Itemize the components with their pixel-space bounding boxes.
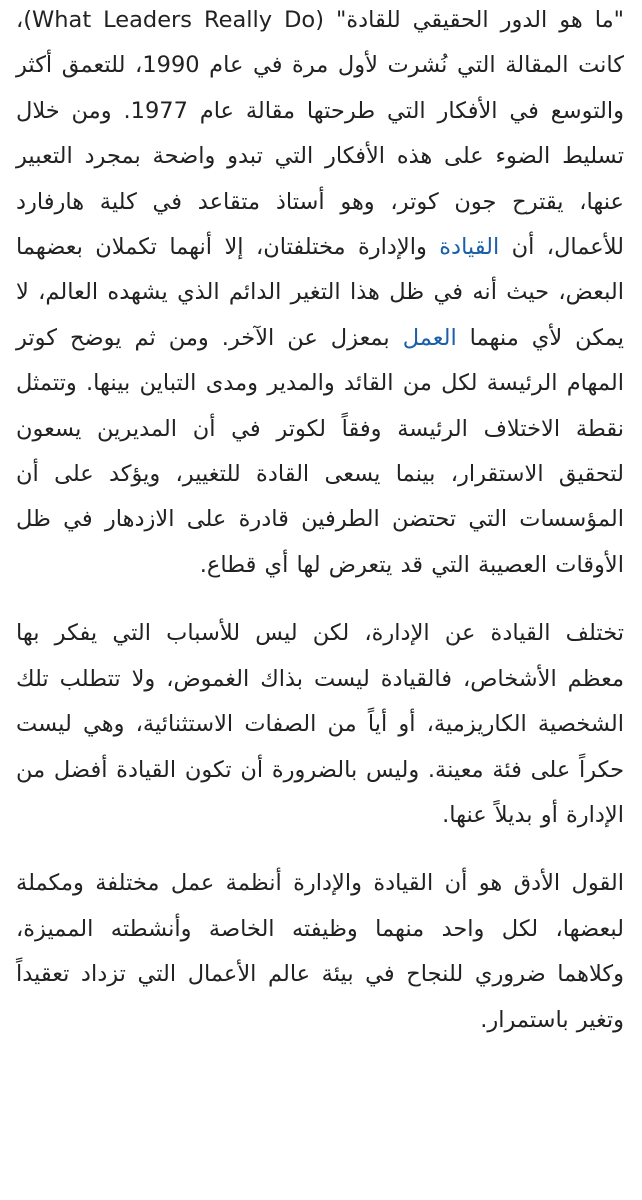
english-title: What Leaders Really Do	[32, 7, 316, 33]
paragraph-1-text-a: "ما هو الدور الحقيقي للقادة" (	[315, 7, 624, 33]
paragraph-2: تختلف القيادة عن الإدارة، لكن ليس للأسباب التي يفكر بها معظم الأشخاص، فالقيادة ليست بذاك الغموض، ولا تتطلب تلك الشخصية الكاريزمية، أو أياً من الصفات الاستثنائية، وهي ليست حكراً على فئة معينة. وليس بالضرورة أن تكون القيادة أفضل من الإدارة أو بديلاً عنها.	[16, 620, 624, 828]
link-work[interactable]: العمل	[402, 324, 457, 351]
paragraph-1-text-c: والإدارة مختلفتان، إلا أنهما تكملان بعضهما البعض، حيث أنه في ظل هذا التغير الدائم الذي يشهده العالم، لا يمكن لأي منهما	[16, 234, 624, 351]
paragraph-1-text-b: )، كانت المقالة التي نُشرت لأول مرة في عام 1990، للتعمق أكثر والتوسع في الأفكار التي طرحتها مقالة عام 1977. ومن خلال تسليط الضوء على هذه الأفكار التي تبدو واضحة بمجرد التعبير عنها، يقترح جون كوتر، وهو أستاذ متقاعد في كلية هارفارد للأعمال، أن	[16, 7, 624, 261]
paragraph-1	[16, 0, 624, 588]
paragraph-1-text-d: بمعزل عن الآخر. ومن ثم يوضح كوتر المهام الرئيسة لكل من القائد والمدير ومدى التباين بينها. وتتمثل نقطة الاختلاف الرئيسة وفقاً لكوتر في أن المديرين يسعون لتحقيق الاستقرار، بينما يسعى القادة للتغيير، ويؤكد على أن المؤسسات التي تحتضن الطرفين قادرة على الازدهار في ظل الأوقات العصيبة التي قد يتعرض لها أي قطاع.	[16, 324, 624, 578]
link-leadership[interactable]: القيادة	[439, 234, 500, 261]
paragraph-3: القول الأدق هو أن القيادة والإدارة أنظمة عمل مختلفة ومكملة لبعضها، لكل واحد منهما وظيفته الخاصة وأنشطته المميزة، وكلاهما ضروري للنجاح في بيئة عالم الأعمال التي تزداد تعقيداً وتغير باستمرار.	[16, 870, 624, 1033]
